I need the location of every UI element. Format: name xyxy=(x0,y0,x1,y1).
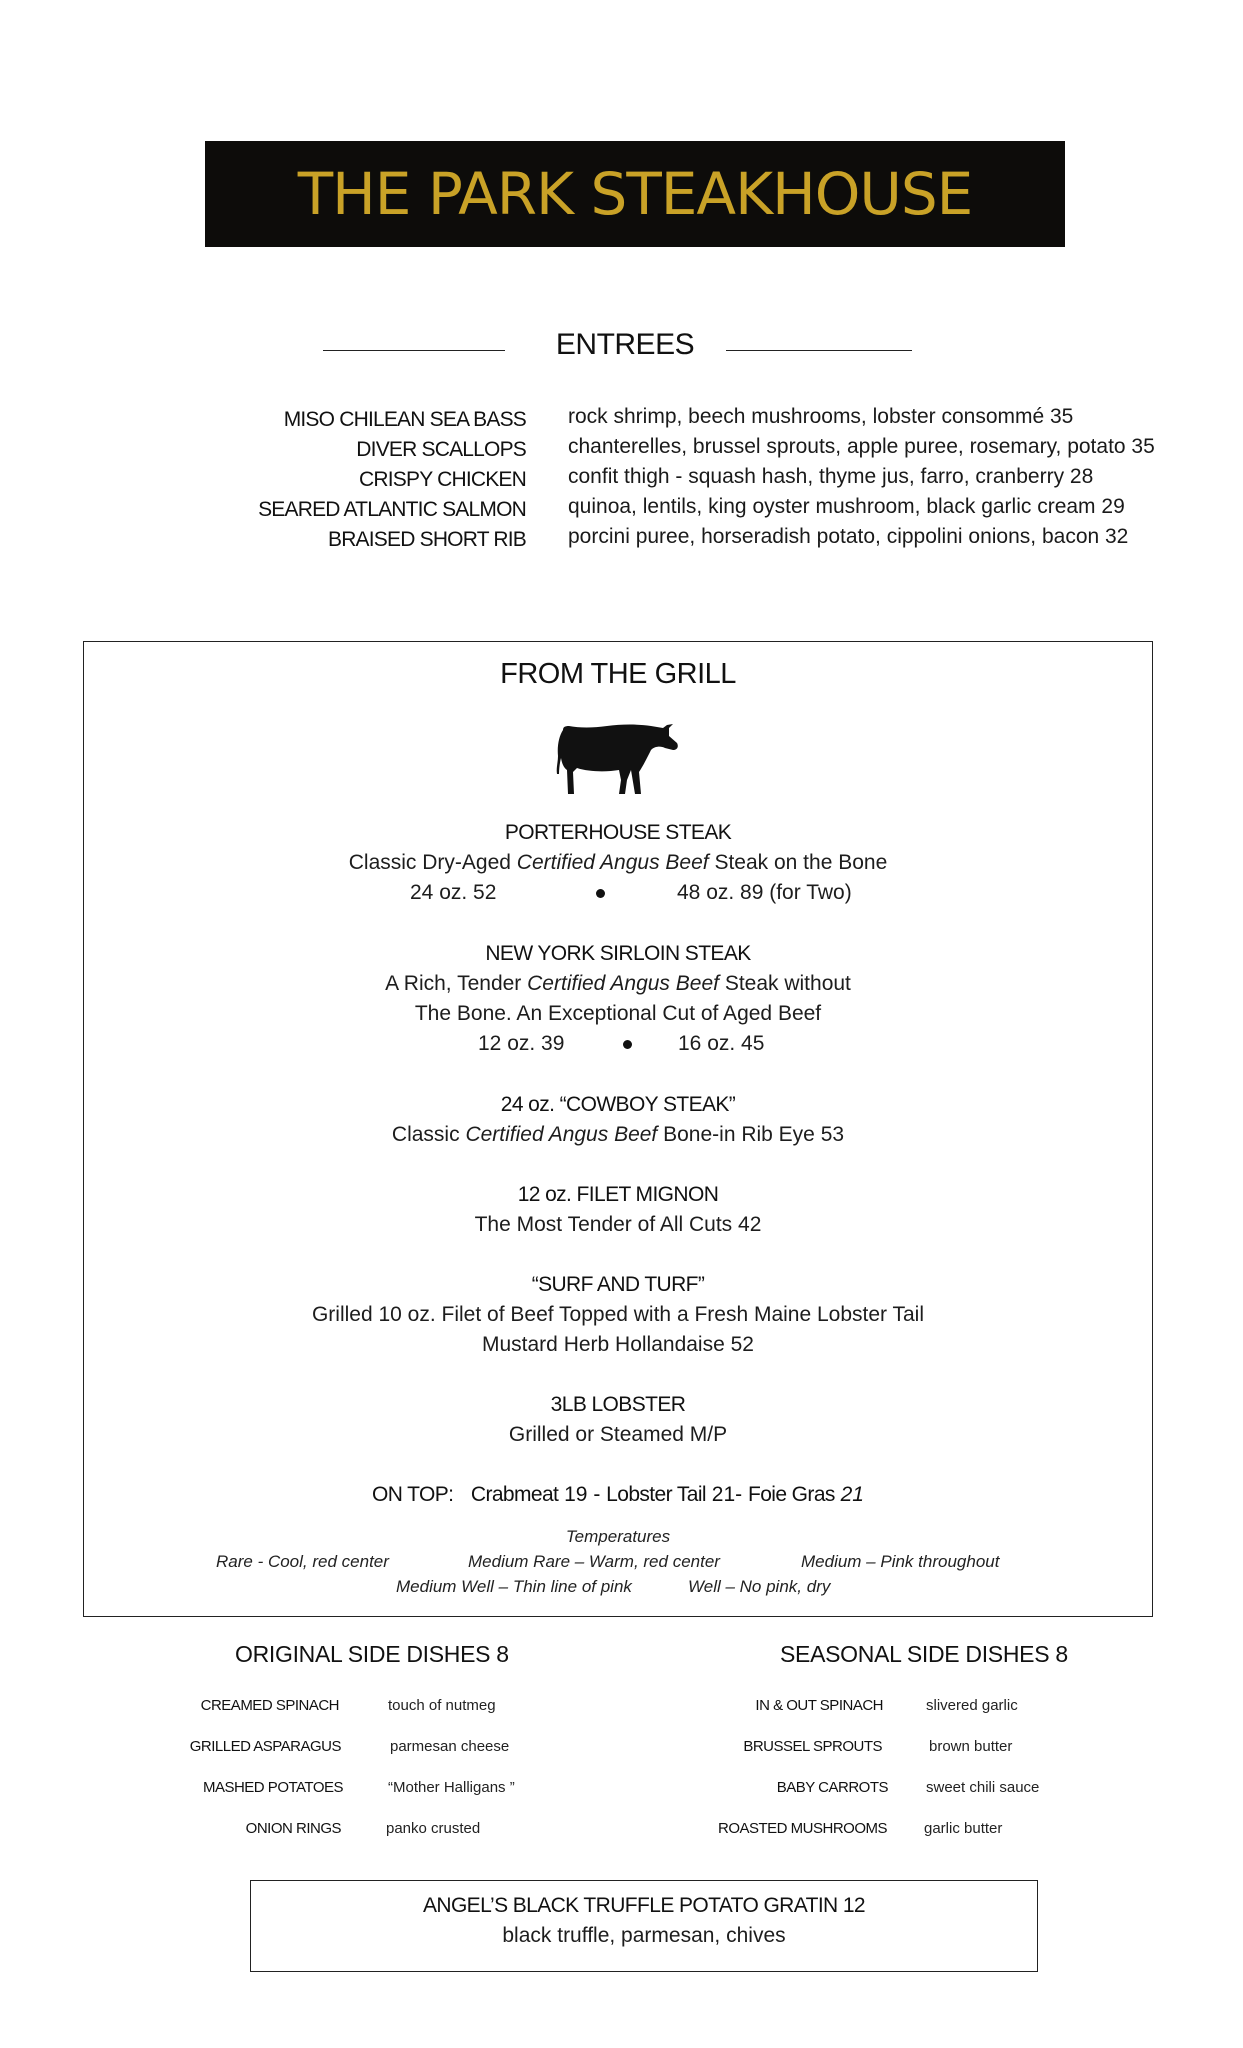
on-top-label: ON TOP: xyxy=(371,1483,454,1506)
new-york-description xyxy=(83,969,1153,999)
side-description: “Mother Halligans ” xyxy=(388,1779,515,1796)
side-name: ROASTED MUSHROOMS xyxy=(717,1820,887,1837)
lobster-tail-label: Lobster Tail xyxy=(606,1483,706,1506)
lobster-title: 3LB LOBSTER xyxy=(550,1393,686,1416)
side-name: IN & OUT SPINACH xyxy=(755,1697,883,1714)
entree-descriptions xyxy=(568,402,1238,552)
entree-name: SEARED ATLANTIC SALMON xyxy=(258,498,526,521)
new-york-desc-a: A Rich, Tender xyxy=(385,972,528,995)
side-description: touch of nutmeg xyxy=(388,1697,496,1714)
gratin-description: black truffle, parmesan, chives xyxy=(502,1924,786,1947)
entrees-rule-right xyxy=(726,350,912,351)
side-description: slivered garlic xyxy=(926,1697,1018,1714)
porterhouse-description xyxy=(83,848,1153,878)
cow-icon xyxy=(83,714,1153,796)
seasonal-sides-heading: SEASONAL SIDE DISHES 8 xyxy=(780,1641,1068,1667)
restaurant-name: THE PARK STEAKHOUSE xyxy=(297,160,973,228)
cowboy-desc-brand: Certified Angus Beef xyxy=(465,1123,658,1146)
cowboy-desc-b: Bone-in Rib Eye 53 xyxy=(657,1123,845,1146)
entree-names xyxy=(200,405,526,555)
porterhouse-desc-b: Steak on the Bone xyxy=(708,851,888,874)
foie-gras-label: Foie Gras xyxy=(748,1483,835,1506)
new-york-desc-b: Steak without xyxy=(718,972,851,995)
side-description: parmesan cheese xyxy=(390,1738,510,1755)
filet-title: 12 oz. FILET MIGNON xyxy=(517,1183,719,1206)
side-name: GRILLED ASPARAGUS xyxy=(189,1738,341,1755)
temperatures-heading: Temperatures xyxy=(565,1527,671,1546)
side-name: BRUSSEL SPROUTS xyxy=(743,1738,882,1755)
side-name: ONION RINGS xyxy=(245,1820,341,1837)
porterhouse-price-large: 48 oz. 89 (for Two) xyxy=(677,881,852,904)
porterhouse-desc-brand: Certified Angus Beef xyxy=(516,851,709,874)
entree-description: confit thigh - squash hash, thyme jus, farro, cranberry 28 xyxy=(568,465,1094,488)
temp-medium-rare: Medium Rare – Warm, red center xyxy=(468,1552,720,1571)
on-top-line xyxy=(83,1480,1153,1510)
side-description: garlic butter xyxy=(924,1820,1003,1837)
cowboy-title: 24 oz. “COWBOY STEAK” xyxy=(500,1093,736,1116)
gratin-feature-box xyxy=(250,1880,1038,1972)
grill-heading: FROM THE GRILL xyxy=(500,658,736,690)
price-separator-dot xyxy=(596,889,605,898)
porterhouse-desc-a: Classic Dry-Aged xyxy=(348,851,517,874)
side-name: MASHED POTATOES xyxy=(202,1779,343,1796)
entrees-heading: ENTREES xyxy=(555,328,695,361)
price-separator-dot xyxy=(623,1040,632,1049)
surf-and-turf-title: “SURF AND TURF” xyxy=(531,1273,705,1296)
entrees-rule-left xyxy=(323,350,505,351)
new-york-title: NEW YORK SIRLOIN STEAK xyxy=(485,942,751,965)
new-york-desc-brand: Certified Angus Beef xyxy=(527,972,719,995)
side-description: sweet chili sauce xyxy=(926,1779,1040,1796)
lobster-tail-price: 21- xyxy=(705,1483,748,1506)
side-description: brown butter xyxy=(929,1738,1013,1755)
entree-name: MISO CHILEAN SEA BASS xyxy=(283,408,526,431)
entree-name: DIVER SCALLOPS xyxy=(356,438,526,461)
surf-and-turf-description: Grilled 10 oz. Filet of Beef Topped with a Fresh Maine Lobster Tail xyxy=(311,1303,925,1326)
temp-rare: Rare - Cool, red center xyxy=(216,1552,389,1571)
original-sides-heading: ORIGINAL SIDE DISHES 8 xyxy=(235,1641,509,1667)
crabmeat-label: Crabmeat xyxy=(470,1483,559,1506)
cowboy-description xyxy=(83,1120,1153,1150)
temp-medium: Medium – Pink throughout xyxy=(801,1552,1000,1571)
crabmeat-price: 19 - xyxy=(558,1483,607,1506)
temp-well: Well – No pink, dry xyxy=(688,1577,831,1596)
new-york-price-small: 12 oz. 39 xyxy=(478,1032,565,1055)
entree-name: BRAISED SHORT RIB xyxy=(327,528,526,551)
title-banner xyxy=(205,141,1065,247)
entree-description: chanterelles, brussel sprouts, apple puree, rosemary, potato 35 xyxy=(568,435,1155,458)
side-description: panko crusted xyxy=(386,1820,481,1837)
porterhouse-title: PORTERHOUSE STEAK xyxy=(504,821,732,844)
foie-gras-price: 21 xyxy=(834,1483,864,1506)
porterhouse-price-small: 24 oz. 52 xyxy=(410,881,497,904)
gratin-title: ANGEL’S BLACK TRUFFLE POTATO GRATIN 12 xyxy=(422,1894,866,1917)
temp-medium-well: Medium Well – Thin line of pink xyxy=(396,1577,632,1596)
side-name: BABY CARROTS xyxy=(776,1779,888,1796)
cowboy-desc-a: Classic xyxy=(391,1123,466,1146)
lobster-description: Grilled or Steamed M/P xyxy=(508,1423,728,1446)
entree-name: CRISPY CHICKEN xyxy=(359,468,526,491)
filet-description: The Most Tender of All Cuts 42 xyxy=(474,1213,762,1236)
entree-description: quinoa, lentils, king oyster mushroom, black garlic cream 29 xyxy=(568,495,1125,518)
side-name: CREAMED SPINACH xyxy=(200,1697,339,1714)
entree-description: porcini puree, horseradish potato, cippolini onions, bacon 32 xyxy=(568,525,1129,548)
surf-and-turf-description-line2: Mustard Herb Hollandaise 52 xyxy=(482,1333,754,1356)
entree-description: rock shrimp, beech mushrooms, lobster consommé 35 xyxy=(568,405,1074,428)
new-york-price-large: 16 oz. 45 xyxy=(678,1032,765,1055)
new-york-description-line2: The Bone. An Exceptional Cut of Aged Beef xyxy=(414,1002,822,1025)
